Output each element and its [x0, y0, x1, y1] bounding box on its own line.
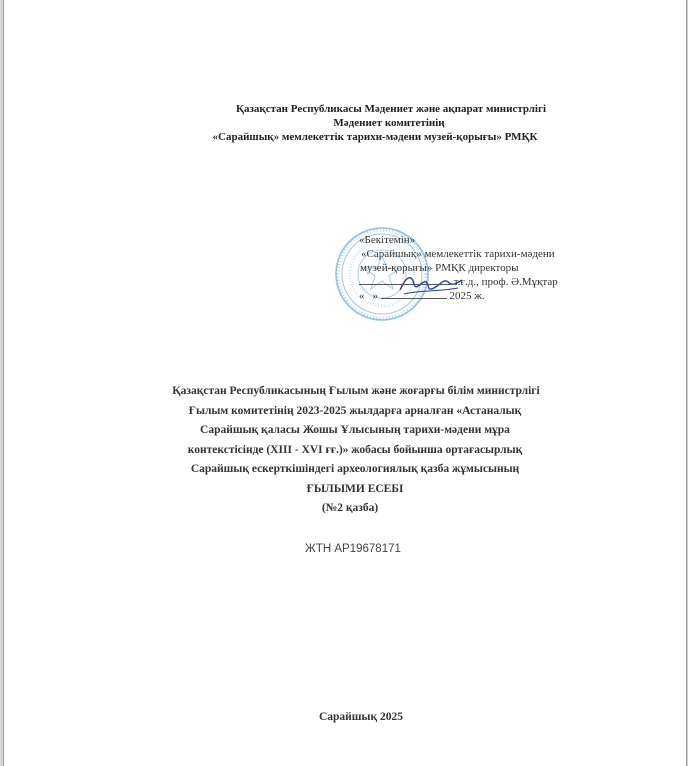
approval-block	[359, 233, 599, 303]
signature-row	[359, 275, 599, 289]
title-line-1: Қазақстан Республикасының Ғылым және жоғарғы білім министрлігі	[172, 385, 540, 397]
committee-heading: Мәдениет комитетінің	[333, 117, 445, 129]
signature-blank-line	[359, 275, 451, 285]
date-close-quote: »	[372, 290, 378, 302]
approval-year: 2025 ж.	[449, 290, 485, 302]
title-line-2: Ғылым комитетінің 2023-2025 жылдарға арналған «Астаналық	[188, 404, 522, 417]
date-row	[359, 289, 599, 303]
date-blank-line	[381, 289, 447, 299]
title-line-3: Сарайшық қаласы Жошы Ұлысының тарихи-мәдени мұра	[200, 424, 510, 436]
project-code: ЖТН AP19678171	[305, 543, 401, 555]
date-open-quote: «	[359, 290, 365, 302]
excavation-number: (№2 қазба)	[321, 502, 379, 514]
approval-line-1: «Сарайшық» мемлекеттік тарихи-мәдени	[361, 248, 555, 260]
title-line-5: Сарайшық ескерткішіндегі археологиялық қазба жұмысының	[190, 463, 520, 475]
document-page	[3, 0, 687, 766]
ministry-heading: Қазақстан Республикасы Мәдениет және ақпарат министрлігі	[236, 103, 546, 115]
approval-title: «Бекітемін»	[359, 234, 416, 246]
report-title-block	[4, 382, 686, 519]
signatory-name: т.ғ.д., проф. Ә.Мұқтар	[453, 276, 558, 288]
title-line-4: контекстісінде (XIII - XVI ғғ.)» жобасы бойынша ортағасырлық	[187, 443, 523, 456]
place-year-footer: Сарайшық 2025	[318, 711, 403, 723]
header-block	[4, 102, 686, 144]
report-heading: ҒЫЛЫМИ ЕСЕБІ	[306, 482, 404, 495]
organization-heading: «Сарайшық» мемлекеттік тарихи-мәдени музей-қорығы» РМҚК	[212, 131, 538, 143]
approval-line-2: музей-қорығы» РМҚК директоры	[360, 262, 519, 274]
